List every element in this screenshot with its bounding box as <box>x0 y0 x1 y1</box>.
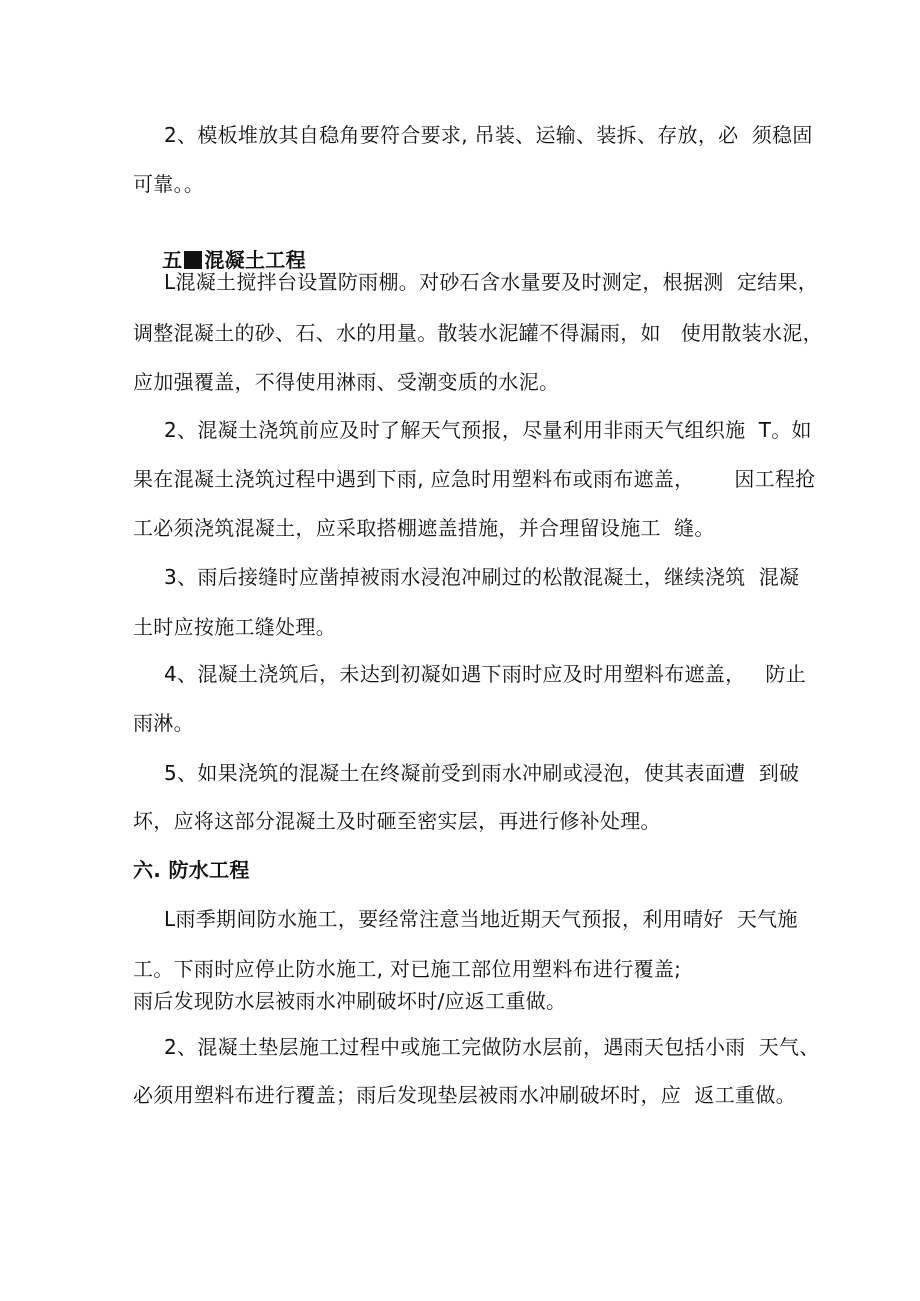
paragraph-line: 2、模板堆放其自稳角要符合要求, 吊装、运输、装拆、存放，必 须稳固 <box>164 123 813 147</box>
paragraph-line: 雨后发现防水层被雨水冲刷破坏时/应返工重做。 <box>133 989 567 1013</box>
paragraph-line: 5、如果浇筑的混凝土在终凝前受到雨水冲刷或浸泡，使其表面遭 到破 <box>164 761 800 785</box>
paragraph-line: L雨季期间防水施工，要经常注意当地近期天气预报，利用晴好 天气施 <box>164 907 798 931</box>
paragraph-line: 调整混凝土的砂、石、水的用量。散装水泥罐不得漏雨，如 使用散装水泥， <box>133 321 823 345</box>
paragraph-line: 2、混凝土浇筑前应及时了解天气预报，尽量利用非雨天气组织施 T。如 <box>164 418 812 442</box>
paragraph-line: 4、混凝土浇筑后，未达到初凝如遇下雨时应及时用塑料布遮盖， 防止 <box>164 662 806 686</box>
paragraph-line: 必须用塑料布进行覆盖；雨后发现垫层被雨水冲刷破坏时，应 返工重做。 <box>133 1083 796 1107</box>
square-bullet-icon <box>184 251 202 269</box>
paragraph-line: 可靠。。 <box>133 172 205 196</box>
paragraph-line: 工。下雨时应停止防水施工, 对已施工部位用塑料布进行覆盖; <box>133 957 682 981</box>
paragraph-line: 雨淋。 <box>133 711 194 735</box>
section-heading-6: 六. 防水工程 <box>133 858 250 882</box>
paragraph-line: 坏，应将这部分混凝土及时砸至密实层，再进行修补处理。 <box>133 809 661 833</box>
paragraph-line: L混凝土搅拌台设置防雨棚。对砂石含水量要及时测定，根据测 定结果， <box>164 270 819 294</box>
paragraph-line: 应加强覆盖，不得使用淋雨、受潮变质的水泥。 <box>133 370 560 394</box>
section-title: 混凝土工程 <box>204 248 306 272</box>
paragraph-line: 3、雨后接缝时应凿掉被雨水浸泡冲刷过的松散混凝土，继续浇筑 混凝 <box>164 565 800 589</box>
paragraph-line: 土时应按施工缝处理。 <box>133 615 336 639</box>
paragraph-line: 果在混凝土浇筑过程中遇到下雨, 应急时用塑料布或雨布遮盖， 因工程抢 <box>133 467 816 491</box>
section-number: 五 <box>162 248 183 272</box>
paragraph-line: 工必须浇筑混凝土，应采取搭棚遮盖措施，并合理留设施工 缝。 <box>133 516 715 540</box>
paragraph-line: 2、混凝土垫层施工过程中或施工完做防水层前，遇雨天包括小雨 天气、 <box>164 1035 820 1059</box>
